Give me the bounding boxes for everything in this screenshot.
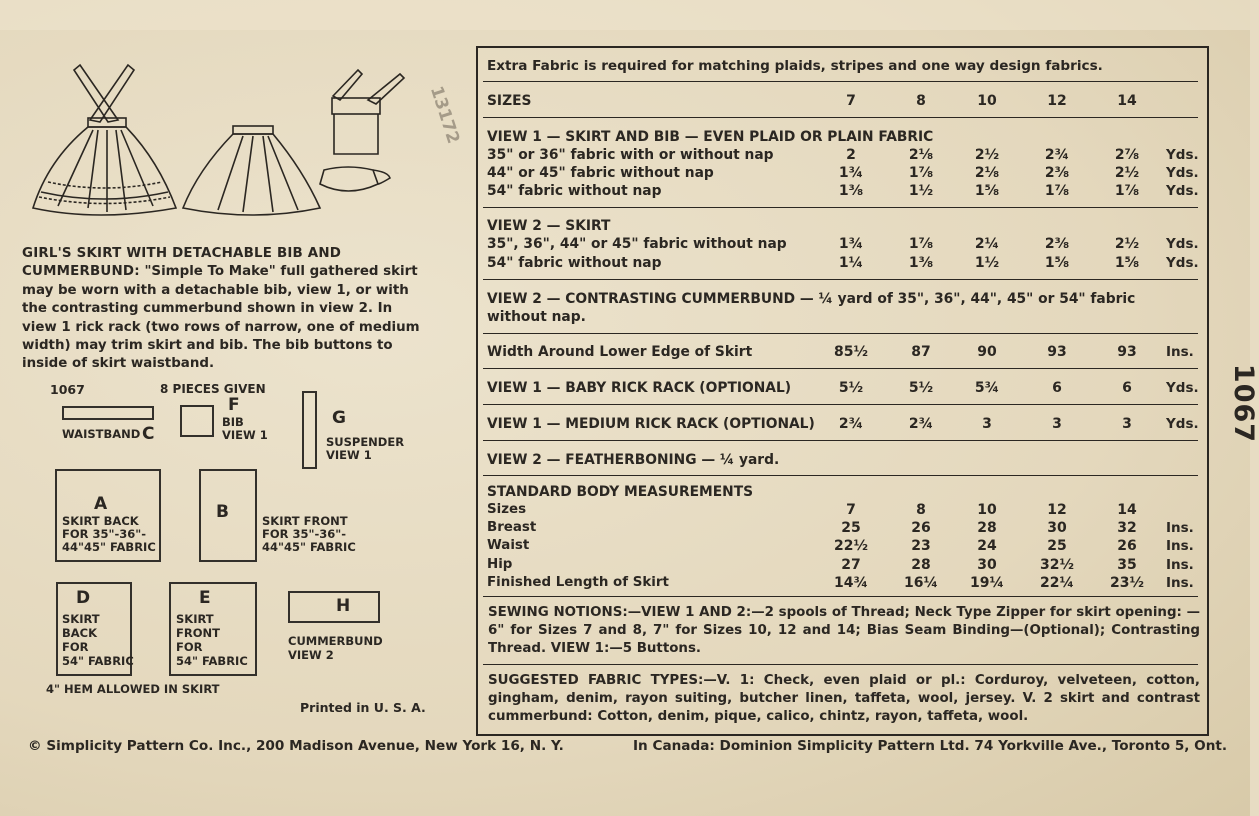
view1-title: VIEW 1 — SKIRT AND BIB — EVEN PLAID OR PLAIN FABRIC xyxy=(487,129,934,145)
description-body: "Simple To Make" full gathered skirt may be worn with a detachable bib, view 1, or with the contrasting cummerbund shown in view 2. In view 1 rick rack (two rows of narrow, one of medium width) may trim skirt and bib. The bib buttons to inside of skirt waistband. xyxy=(22,264,420,372)
piece-e-label-3: FOR xyxy=(176,640,203,654)
row-value: 24 xyxy=(977,538,997,555)
row-label: Finished Length of Skirt xyxy=(487,574,669,590)
piece-c-label: WAISTBAND xyxy=(62,427,141,441)
piece-b-label-3: 44"45" FABRIC xyxy=(262,540,356,554)
piece-g-shape xyxy=(302,391,317,469)
row-value: 3 xyxy=(982,416,992,432)
row-value: 7 xyxy=(846,502,856,518)
row-value: 25 xyxy=(1047,538,1067,555)
row-value: 2½ xyxy=(974,147,1000,163)
row-value: 1⅜ xyxy=(908,255,934,271)
row-value: 2¾ xyxy=(1044,147,1070,163)
view1-skirt-drawing xyxy=(33,65,176,215)
row-value: 2½ xyxy=(1114,165,1140,181)
row-value: 14 xyxy=(1117,502,1137,518)
row-label: Hip xyxy=(487,556,513,572)
pieces-number: 1067 xyxy=(50,382,85,397)
row-value: 2¾ xyxy=(908,416,934,432)
row-value: 26 xyxy=(911,520,931,537)
row-value: 90 xyxy=(977,344,997,360)
row-unit: Ins. xyxy=(1166,556,1194,573)
row-value: 5¾ xyxy=(974,380,1000,396)
featherboning: VIEW 2 — FEATHERBONING — ¼ yard. xyxy=(487,452,780,468)
size-header: 7 xyxy=(846,93,856,109)
row-value: 1¾ xyxy=(838,165,864,181)
row-label: VIEW 1 — MEDIUM RICK RACK (OPTIONAL) xyxy=(487,416,815,432)
piece-e-label-1: SKIRT xyxy=(176,612,214,626)
sizes-label: SIZES xyxy=(487,93,532,109)
row-value: 6 xyxy=(1122,380,1132,396)
row-value: 6 xyxy=(1052,380,1062,396)
row-value: 22½ xyxy=(834,538,868,555)
row-value: 32 xyxy=(1117,520,1137,537)
pattern-number-vertical: 1067 xyxy=(1228,363,1259,444)
row-label: Waist xyxy=(487,538,530,554)
row-label: Width Around Lower Edge of Skirt xyxy=(487,344,753,360)
hem-note: 4" HEM ALLOWED IN SKIRT xyxy=(46,682,220,696)
row-value: 87 xyxy=(911,344,931,360)
row-value: 10 xyxy=(977,502,997,518)
rule xyxy=(483,664,1198,665)
rule xyxy=(483,207,1198,208)
piece-h-label-2: VIEW 2 xyxy=(288,648,334,662)
rule xyxy=(483,279,1198,280)
tape-strip-top xyxy=(0,0,1250,30)
piece-g-label-1: SUSPENDER xyxy=(326,435,405,449)
row-value: 19¼ xyxy=(970,574,1004,591)
row-value: 2⅞ xyxy=(1114,147,1140,163)
row-value: 1⅞ xyxy=(1114,183,1140,199)
piece-c-shape xyxy=(62,406,154,420)
row-value: 2⅛ xyxy=(908,147,934,163)
rule xyxy=(483,368,1198,369)
piece-a-label-3: 44"45" FABRIC xyxy=(62,540,156,554)
description-heading: GIRL'S SKIRT WITH DETACHABLE BIB AND CUMMERBUND: xyxy=(22,246,342,280)
row-value: 28 xyxy=(977,520,997,537)
row-value: 3 xyxy=(1052,416,1062,432)
row-value: 22¼ xyxy=(1040,574,1074,591)
row-label: 35" or 36" fabric with or without nap xyxy=(487,147,774,163)
row-unit: Yds. xyxy=(1166,255,1199,271)
rule xyxy=(483,440,1198,441)
row-value: 1¼ xyxy=(838,255,864,271)
row-value: 35 xyxy=(1117,556,1137,573)
row-value: 2⅜ xyxy=(1044,236,1070,252)
row-value: 93 xyxy=(1117,344,1137,360)
piece-b-label-2: FOR 35"-36"- xyxy=(262,527,347,541)
row-label: 44" or 45" fabric without nap xyxy=(487,165,714,181)
piece-d-letter: D xyxy=(76,588,91,608)
piece-b-label-1: SKIRT FRONT xyxy=(262,514,348,528)
row-value: 85½ xyxy=(834,344,868,360)
row-label: 54" fabric without nap xyxy=(487,255,662,271)
row-unit: Yds. xyxy=(1166,380,1199,396)
piece-g-letter: G xyxy=(332,408,346,428)
row-unit: Yds. xyxy=(1166,183,1199,199)
row-value: 30 xyxy=(977,556,997,573)
row-value: 93 xyxy=(1047,344,1067,360)
piece-e-label-2: FRONT xyxy=(176,626,220,640)
pieces-given: 8 PIECES GIVEN xyxy=(160,382,266,396)
row-value: 25 xyxy=(841,520,861,537)
size-header: 14 xyxy=(1117,93,1137,109)
piece-d-label-4: 54" FABRIC xyxy=(62,654,134,668)
piece-g-label-2: VIEW 1 xyxy=(326,448,372,462)
row-value: 23 xyxy=(911,538,931,555)
row-value: 2⅛ xyxy=(974,165,1000,181)
row-unit: Ins. xyxy=(1166,538,1194,555)
row-value: 2½ xyxy=(1114,236,1140,252)
row-label: Breast xyxy=(487,520,537,536)
row-value: 26 xyxy=(1117,538,1137,555)
printed-note: Printed in U. S. A. xyxy=(300,700,426,715)
row-value: 1⅞ xyxy=(1044,183,1070,199)
row-label: 35", 36", 44" or 45" fabric without nap xyxy=(487,236,787,252)
row-value: 1⅜ xyxy=(838,183,864,199)
piece-f-label-2: VIEW 1 xyxy=(222,428,268,442)
size-header: 12 xyxy=(1047,93,1067,109)
row-value: 1⅝ xyxy=(1044,255,1070,271)
rule xyxy=(483,333,1198,334)
row-value: 5½ xyxy=(838,380,864,396)
piece-c-letter: C xyxy=(142,424,155,444)
row-unit: Yds. xyxy=(1166,147,1199,163)
piece-d-label-3: FOR xyxy=(62,640,89,654)
row-value: 16¼ xyxy=(904,574,938,591)
row-value: 8 xyxy=(916,502,926,518)
row-unit: Ins. xyxy=(1166,574,1194,591)
header-note: Extra Fabric is required for matching plaids, stripes and one way design fabrics. xyxy=(487,58,1103,74)
row-unit: Ins. xyxy=(1166,344,1194,360)
piece-b-letter: B xyxy=(216,502,229,522)
rule xyxy=(483,475,1198,476)
row-value: 1½ xyxy=(974,255,1000,271)
piece-d-label-1: SKIRT xyxy=(62,612,100,626)
piece-a-label-2: FOR 35"-36"- xyxy=(62,527,147,541)
view2-skirt-drawing xyxy=(183,126,320,215)
size-header: 10 xyxy=(977,93,997,109)
row-label: Sizes xyxy=(487,502,527,517)
row-label: VIEW 1 — BABY RICK RACK (OPTIONAL) xyxy=(487,380,792,396)
fabric-types: SUGGESTED FABRIC TYPES:—V. 1: Check, even plaid or pl.: Corduroy, velveteen, cotton, gingham, denim, rayon suiting, butcher linen, taffeta, wool, jersey. V. 2 skirt and contrast cummerbund: Cotton, denim, pique, calico, chintz, rayon, taffeta, wool. xyxy=(488,673,1200,724)
row-value: 3 xyxy=(1122,416,1132,432)
footer-copyright: © Simplicity Pattern Co. Inc., 200 Madison Avenue, New York 16, N. Y. xyxy=(28,738,564,754)
stamp-number: 13172 xyxy=(425,83,464,147)
row-value: 1⅝ xyxy=(974,183,1000,199)
row-value: 30 xyxy=(1047,520,1067,537)
row-label: 54" fabric without nap xyxy=(487,183,662,199)
row-value: 23½ xyxy=(1110,574,1144,591)
row-value: 1¾ xyxy=(838,236,864,252)
row-value: 2¾ xyxy=(838,416,864,432)
rule xyxy=(483,596,1198,597)
piece-f-label-1: BIB xyxy=(222,415,244,429)
sewing-notions: SEWING NOTIONS:—VIEW 1 AND 2:—2 spools of Thread; Neck Type Zipper for skirt opening: —6" for Sizes 7 and 8, 7" for Sizes 10, 12 and 14; Bias Seam Binding—(Optional); Contrasting Thread. VIEW 1:—5 Buttons. xyxy=(488,605,1200,656)
body-title: STANDARD BODY MEASUREMENTS xyxy=(487,484,754,500)
row-unit: Yds. xyxy=(1166,165,1199,181)
row-value: 2⅜ xyxy=(1044,165,1070,181)
row-unit: Ins. xyxy=(1166,520,1194,537)
row-value: 2 xyxy=(846,147,856,163)
piece-h-label-1: CUMMERBUND xyxy=(288,634,383,648)
size-header: 8 xyxy=(916,93,926,109)
row-value: 1⅞ xyxy=(908,236,934,252)
cummerbund-line-2: without nap. xyxy=(487,309,586,325)
row-value: 5½ xyxy=(908,380,934,396)
piece-e-letter: E xyxy=(199,588,211,608)
row-unit: Yds. xyxy=(1166,416,1199,432)
row-value: 32½ xyxy=(1040,556,1074,573)
piece-h-letter: H xyxy=(336,596,351,616)
piece-h-shape xyxy=(288,591,380,623)
view2-title: VIEW 2 — SKIRT xyxy=(487,218,611,234)
rule xyxy=(483,404,1198,405)
row-value: 27 xyxy=(841,556,861,573)
rule xyxy=(483,117,1198,118)
row-value: 2¼ xyxy=(974,236,1000,252)
footer-canada: In Canada: Dominion Simplicity Pattern Ltd. 74 Yorkville Ave., Toronto 5, Ont. xyxy=(633,738,1228,754)
piece-e-label-4: 54" FABRIC xyxy=(176,654,248,668)
cummerbund-line-1: VIEW 2 — CONTRASTING CUMMERBUND — ¼ yard of 35", 36", 44", 45" or 54" fabric xyxy=(487,291,1136,307)
garment-illustrations xyxy=(28,60,428,240)
row-value: 1½ xyxy=(908,183,934,199)
piece-d-label-2: BACK xyxy=(62,626,98,640)
piece-a-label-1: SKIRT BACK xyxy=(62,514,139,528)
piece-f-shape xyxy=(180,405,214,437)
piece-f-letter: F xyxy=(228,395,240,415)
pattern-description xyxy=(22,245,426,374)
row-value: 28 xyxy=(911,556,931,573)
piece-a-letter: A xyxy=(94,494,108,514)
row-unit: Yds. xyxy=(1166,236,1199,252)
rule xyxy=(483,81,1198,82)
row-value: 14¾ xyxy=(834,574,868,591)
row-value: 12 xyxy=(1047,502,1067,518)
bib-cummerbund-drawing xyxy=(320,70,404,191)
row-value: 1⅞ xyxy=(908,165,934,181)
row-value: 1⅝ xyxy=(1114,255,1140,271)
